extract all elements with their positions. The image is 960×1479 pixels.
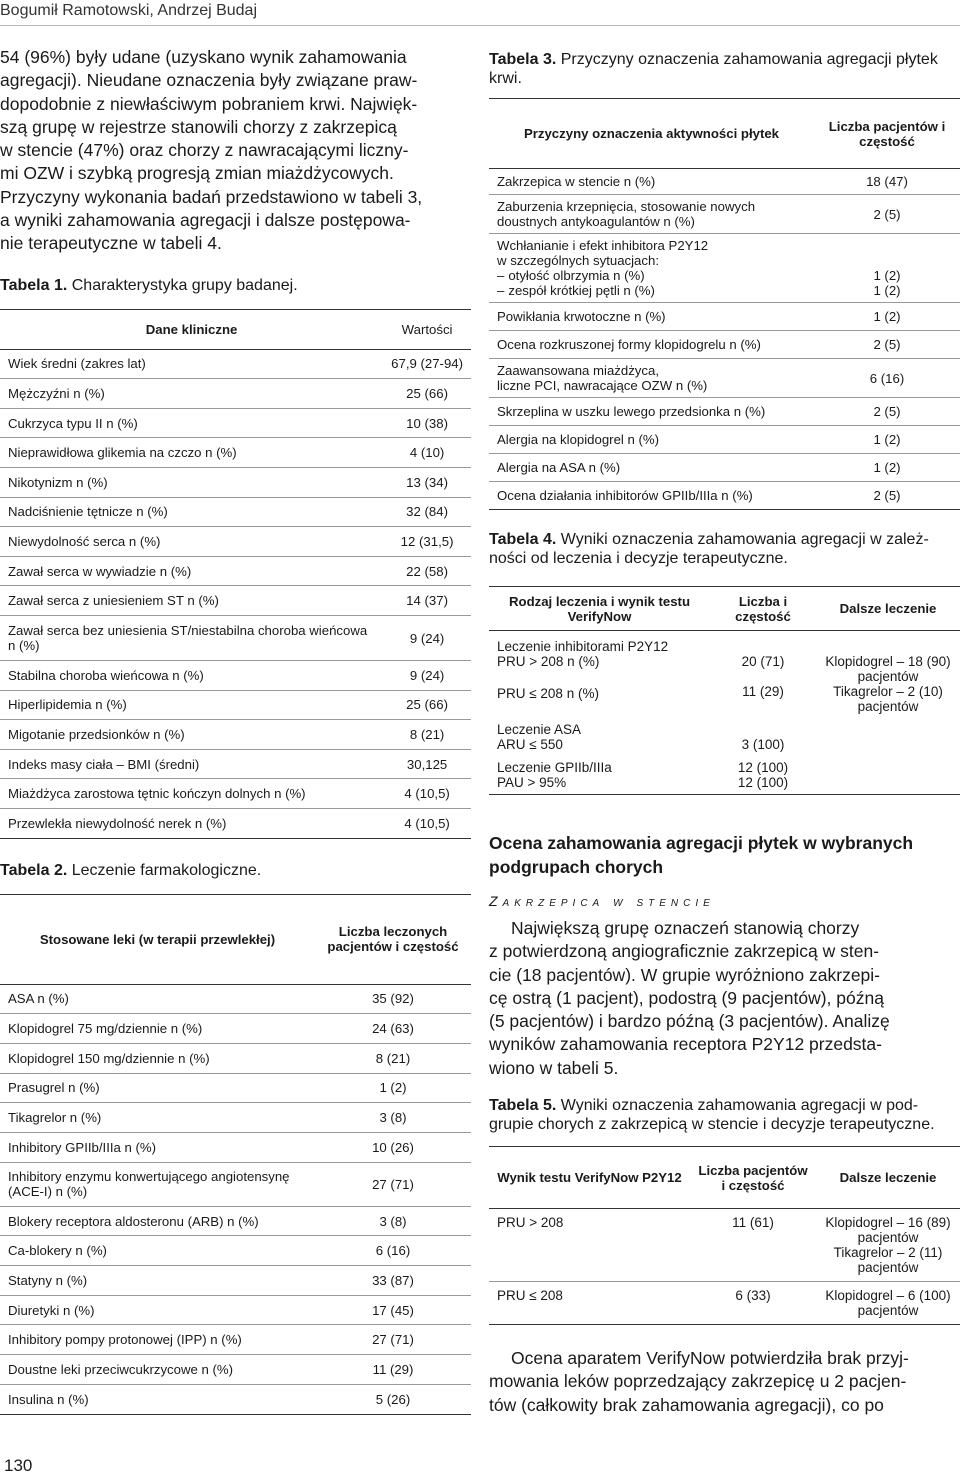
table5-header-next: Dalsze leczenie: [839, 1170, 937, 1186]
table2-value-cell: 6 (16): [315, 1236, 471, 1266]
paragraph-line: cę ostrą (1 pacjent), podostrą (9 pacjentów), późną: [489, 987, 884, 1008]
left-column: [0, 46, 471, 1415]
table3-cell-line: Zaburzenia krzepnięcia, stosowanie nowych: [497, 199, 756, 214]
table1-label-cell: Niewydolność serca n (%): [0, 527, 383, 557]
table4-caption: [489, 530, 960, 568]
table-row: [0, 984, 471, 1014]
table3-header-count: Liczba pacjentów i częstość: [828, 118, 946, 149]
paragraph-line: szą grupę w rejestrze stanowili chorzy z zakrzepicą: [0, 116, 397, 137]
table3-cell: [489, 234, 814, 303]
table3-cell: Powikłania krwotoczne n (%): [489, 303, 814, 331]
table1: [0, 309, 471, 839]
table-row: [0, 1133, 471, 1163]
paragraph-line: mowania leków poprzedzający zakrzepicę u 2 pacjen-: [489, 1371, 907, 1392]
table1-label-cell: Indeks masy ciała – BMI (średni): [0, 749, 383, 779]
table-row: [0, 1162, 471, 1206]
table-row: [0, 779, 471, 809]
table-row: [0, 586, 471, 616]
table4-group-cell: [489, 718, 710, 756]
table2-value-cell: 24 (63): [315, 1014, 471, 1044]
table4: [489, 586, 960, 795]
table5-label: Tabela 5.: [489, 1097, 557, 1115]
table4-group-title: Leczenie inhibitorami P2Y12: [497, 639, 669, 654]
table1-value-cell: 9 (24): [383, 616, 471, 661]
table1-value-cell: 32 (84): [383, 497, 471, 527]
table4-group-title: Leczenie GPIIb/IIIa: [497, 760, 612, 775]
paragraph-line: Przyczyny wykonania badań przedstawiono w tabeli 3,: [0, 186, 423, 207]
table2-label-cell: ASA n (%): [0, 984, 315, 1014]
running-header: Bogumił Ramotowski, Andrzej Budaj: [0, 2, 258, 19]
table4-result: PRU ≤ 208 n (%): [497, 686, 599, 701]
table3-value: [814, 234, 960, 303]
table-row: [0, 616, 471, 661]
table2-value-cell: 3 (8): [315, 1103, 471, 1133]
table5-result: PRU ≤ 208: [489, 1282, 690, 1325]
table-row: [0, 468, 471, 498]
table5-header-result: Wynik testu VerifyNow P2Y12: [497, 1170, 682, 1186]
table4-header-count: Liczba i częstość: [735, 593, 791, 624]
table-row: [0, 556, 471, 586]
table5-next-line: Klopidogrel – 6 (100): [825, 1288, 951, 1304]
table3-value: 18 (47): [814, 169, 960, 195]
table5-header-count: Liczba pacjentów i częstość: [698, 1162, 808, 1193]
table1-value-cell: 14 (37): [383, 586, 471, 616]
table1-label-cell: Zawał serca bez uniesienia ST/niestabilna choroba wieńcowa n (%): [0, 616, 383, 661]
table-row: [489, 631, 960, 719]
table-row: [489, 718, 960, 756]
table-row: [489, 234, 960, 303]
table5-result: PRU > 208: [489, 1209, 690, 1282]
table-row: [0, 690, 471, 720]
table2-value-cell: 5 (26): [315, 1384, 471, 1414]
table-row: [0, 349, 471, 379]
table2-label-cell: Blokery receptora aldosteronu (ARB) n (%): [0, 1206, 315, 1236]
table2-label-cell: Prasugrel n (%): [0, 1073, 315, 1103]
table5-next-line: pacjentów: [857, 1260, 919, 1276]
table4-next-line: Klopidogrel – 18 (90): [825, 654, 951, 669]
header-divider: [0, 25, 960, 26]
table-row: [489, 398, 960, 426]
table1-value-cell: 13 (34): [383, 468, 471, 498]
table5-count: 6 (33): [690, 1282, 816, 1325]
table4-next-line: pacjentów: [857, 669, 919, 684]
table5-caption: [489, 1096, 960, 1134]
final-paragraph: [489, 1347, 960, 1417]
table-row: [489, 756, 960, 795]
table-row: [0, 1325, 471, 1355]
table-row: [489, 359, 960, 398]
table1-header-values: Wartości: [401, 321, 453, 337]
table2-value-cell: 27 (71): [315, 1325, 471, 1355]
table3-cell: [489, 359, 814, 398]
table2-value-cell: 33 (87): [315, 1266, 471, 1296]
table4-count: 20 (71): [741, 654, 785, 669]
table-row: [0, 408, 471, 438]
table1-label-cell: Nikotynizm n (%): [0, 468, 383, 498]
paragraph-line: mi OZW i szybką progresją zmian miażdżycowych.: [0, 163, 394, 184]
table3-value: 1 (2): [814, 454, 960, 482]
table1-label-cell: Nadciśnienie tętnicze n (%): [0, 497, 383, 527]
table1-label-cell: Migotanie przedsionków n (%): [0, 720, 383, 750]
table2-value-cell: 27 (71): [315, 1162, 471, 1206]
table3-subitem: otyłość olbrzymia n (%): [508, 268, 645, 283]
stent-paragraph: [489, 917, 960, 1080]
table5-next-line: Klopidogrel – 16 (89): [825, 1215, 951, 1231]
table3-subitem: zespół krótkiej pętli n (%): [508, 283, 655, 298]
table-row: [489, 195, 960, 234]
table-row: [0, 527, 471, 557]
table2-label-cell: Klopidogrel 75 mg/dziennie n (%): [0, 1014, 315, 1044]
table5-title-line: Wyniki oznaczenia zahamowania agregacji w pod-: [560, 1097, 919, 1115]
table2-label-cell: Inhibitory GPIIb/IIIa n (%): [0, 1133, 315, 1163]
table-row: [0, 1014, 471, 1044]
table-row: [0, 1384, 471, 1414]
page-number: 130: [4, 1456, 33, 1475]
table1-label: Tabela 1.: [0, 276, 68, 294]
table-row: [0, 1073, 471, 1103]
table4-result: PRU > 208 n (%): [497, 654, 600, 669]
table1-label-cell: Zawał serca w wywiadzie n (%): [0, 556, 383, 586]
table3-cell-line: doustnych antykoagulantów n (%): [497, 214, 695, 229]
table-row: [489, 426, 960, 454]
table-row: [0, 1295, 471, 1325]
table1-label-cell: Nieprawidłowa glikemia na czczo n (%): [0, 438, 383, 468]
table2-value-cell: 1 (2): [315, 1073, 471, 1103]
table-row: [0, 1043, 471, 1073]
paragraph-line: w stencie (47%) oraz chorzy z nawracającymi liczny-: [0, 140, 409, 161]
table1-value-cell: 10 (38): [383, 408, 471, 438]
table3-value: 2 (5): [814, 398, 960, 426]
table1-label-cell: Hiperlipidemia n (%): [0, 690, 383, 720]
table-row: [0, 1236, 471, 1266]
table2-label-cell: Inhibitory enzymu konwertującego angiotensynę (ACE-I) n (%): [0, 1162, 315, 1206]
table1-label-cell: Miażdżyca zarostowa tętnic kończyn dolnych n (%): [0, 779, 383, 809]
table2-label-cell: Ca-blokery n (%): [0, 1236, 315, 1266]
table4-count-cell: [710, 756, 816, 795]
table1-value-cell: 8 (21): [383, 720, 471, 750]
table5-count: 11 (61): [690, 1209, 816, 1282]
table3-value: 2 (5): [814, 195, 960, 234]
table2-value-cell: 35 (92): [315, 984, 471, 1014]
table-row: [0, 661, 471, 691]
table1-label-cell: Wiek średni (zakres lat): [0, 349, 383, 379]
table2-label: Tabela 2.: [0, 861, 68, 879]
table2-label-cell: Tikagrelor n (%): [0, 1103, 315, 1133]
table4-title-line: ności od leczenia i decyzje terapeutyczne.: [489, 550, 788, 567]
table2: [0, 894, 471, 1415]
table2-value-cell: 17 (45): [315, 1295, 471, 1325]
paragraph-line: cie (18 pacjentów). W grupie wyróżniono zakrzepi-: [489, 964, 880, 985]
table5-next-line: pacjentów: [857, 1230, 919, 1246]
table5-next-line: Tikagrelor – 2 (11): [833, 1245, 943, 1261]
table4-count: 3 (100): [741, 737, 785, 752]
table2-label-cell: Diuretyki n (%): [0, 1295, 315, 1325]
table2-title: Leczenie farmakologiczne.: [71, 861, 262, 879]
table2-value-cell: 8 (21): [315, 1043, 471, 1073]
table1-label-cell: Cukrzyca typu II n (%): [0, 408, 383, 438]
table3-cell: [489, 195, 814, 234]
intro-paragraph: [0, 46, 471, 256]
table-row: [0, 808, 471, 838]
table4-next-line: pacjentów: [857, 699, 919, 714]
table4-label: Tabela 4.: [489, 531, 557, 548]
table-row: [0, 1103, 471, 1133]
table3-cell: Alergia na klopidogrel n (%): [489, 426, 814, 454]
table2-label-cell: Statyny n (%): [0, 1266, 315, 1296]
table3-cell: Ocena rozkruszonej formy klopidogrelu n (%): [489, 331, 814, 359]
paragraph-line: 54 (96%) były udane (uzyskano wynik zahamowania: [0, 47, 407, 67]
paragraph-line: tów (całkowity brak zahamowania agregacji), co po: [489, 1394, 884, 1415]
table1-value-cell: 9 (24): [383, 661, 471, 691]
table3: [489, 98, 960, 510]
paragraph-line: wyników zahamowania receptora P2Y12 przedsta-: [489, 1034, 882, 1055]
paragraph-line: z potwierdzoną angiograficznie zakrzepicą w sten-: [489, 941, 880, 962]
table-row: [489, 482, 960, 510]
table-row: [0, 438, 471, 468]
table3-cell-line: liczne PCI, nawracające OZW n (%): [497, 378, 708, 393]
table4-group-cell: [489, 756, 710, 795]
table1-value-cell: 4 (10,5): [383, 808, 471, 838]
table1-value-cell: 25 (66): [383, 379, 471, 409]
table-row: [489, 331, 960, 359]
table5-next-line: pacjentów: [857, 1303, 919, 1319]
table3-cell-line: [497, 268, 806, 283]
table2-value-cell: 3 (8): [315, 1206, 471, 1236]
table-row: [0, 1206, 471, 1236]
table4-header-next: Dalsze leczenie: [839, 601, 937, 616]
table-row: [489, 169, 960, 195]
table4-result: ARU ≤ 550: [497, 737, 563, 752]
subsection-heading: Zakrzepica w stencie: [489, 893, 715, 909]
table3-title: Przyczyny oznaczenia zahamowania agregacji płytek krwi.: [489, 51, 938, 87]
dash-glyph: –: [497, 268, 505, 283]
table5-next-cell: [816, 1282, 960, 1325]
table1-value-cell: 12 (31,5): [383, 527, 471, 557]
table4-next-cell: [816, 631, 960, 719]
table4-count-cell: [710, 718, 816, 756]
table1-label-cell: Zawał serca z uniesieniem ST n (%): [0, 586, 383, 616]
table1-value-cell: 22 (58): [383, 556, 471, 586]
table3-cell-line: [497, 283, 806, 298]
table4-next-cell: [816, 718, 960, 756]
table-row: [489, 303, 960, 331]
table2-value-cell: 10 (26): [315, 1133, 471, 1163]
table2-label-cell: Doustne leki przeciwcukrzycowe n (%): [0, 1355, 315, 1385]
table4-result: PAU > 95%: [497, 775, 567, 790]
paragraph-line: agregacji). Nieudane oznaczenia były związane praw-: [0, 70, 418, 91]
table3-cell-line: Zaawansowana miażdżyca,: [497, 363, 659, 378]
table3-cell-line: Wchłanianie i efekt inhibitora P2Y12: [497, 238, 709, 253]
table3-header-reasons: Przyczyny oznaczenia aktywności płytek: [523, 126, 780, 141]
table5: [489, 1146, 960, 1325]
paragraph-line: Największą grupę oznaczeń stanowią chorzy: [511, 918, 860, 938]
table3-cell: Alergia na ASA n (%): [489, 454, 814, 482]
table3-value: 6 (16): [814, 359, 960, 398]
dash-glyph: –: [497, 283, 505, 298]
table-row: [0, 497, 471, 527]
right-column: [489, 50, 960, 1417]
paragraph-line: (5 pacjentów) i bardzo późną (3 pacjentów). Analizę: [489, 1011, 890, 1032]
table4-next-cell: [816, 756, 960, 795]
table-row: [0, 1266, 471, 1296]
paragraph-line: nie terapeutyczne w tabeli 4.: [0, 233, 222, 254]
table2-header-drugs: Stosowane leki (w terapii przewlekłej): [39, 931, 276, 947]
table3-value: 1 (2): [814, 303, 960, 331]
table4-count: 11 (29): [742, 684, 784, 699]
table3-cell: Zakrzepica w stencie n (%): [489, 169, 814, 195]
table3-subvalue: 1 (2): [873, 268, 901, 283]
table-row: [0, 1355, 471, 1385]
table1-header-clinical: Dane kliniczne: [145, 321, 238, 337]
table3-caption: [489, 50, 960, 88]
table3-value: 2 (5): [814, 331, 960, 359]
table1-value-cell: 4 (10,5): [383, 779, 471, 809]
table3-value: 1 (2): [814, 426, 960, 454]
table4-count-cell: [710, 631, 816, 719]
table1-caption: [0, 276, 471, 295]
table4-header-treatment: Rodzaj leczenia i wynik testu VerifyNow: [508, 593, 690, 624]
table4-count: 12 (100): [737, 760, 789, 775]
table2-caption: [0, 861, 471, 880]
table5-title-line: grupie chorych z zakrzepicą w stencie i decyzje terapeutyczne.: [489, 1116, 935, 1134]
table3-label: Tabela 3.: [489, 51, 557, 68]
table2-label-cell: Insulina n (%): [0, 1384, 315, 1414]
table1-value-cell: 67,9 (27-94): [383, 349, 471, 379]
table3-cell: Skrzeplina w uszku lewego przedsionka n (%): [489, 398, 814, 426]
table2-label-cell: Klopidogrel 150 mg/dziennie n (%): [0, 1043, 315, 1073]
table1-value-cell: 30,125: [383, 749, 471, 779]
table3-subvalue: 1 (2): [873, 283, 901, 298]
table-row: [489, 1209, 960, 1282]
table2-label-cell: Inhibitory pompy protonowej (IPP) n (%): [0, 1325, 315, 1355]
paragraph-line: wiono w tabeli 5.: [489, 1057, 619, 1078]
table3-value: 2 (5): [814, 482, 960, 510]
table2-value-cell: 11 (29): [315, 1355, 471, 1385]
table1-title: Charakterystyka grupy badanej.: [71, 276, 298, 294]
table1-label-cell: Stabilna choroba wieńcowa n (%): [0, 661, 383, 691]
table1-label-cell: Mężczyźni n (%): [0, 379, 383, 409]
table3-cell: Ocena działania inhibitorów GPIIb/IIIa n (%): [489, 482, 814, 510]
table1-label-cell: Przewlekła niewydolność nerek n (%): [0, 808, 383, 838]
paragraph-line: Ocena aparatem VerifyNow potwierdziła brak przyj-: [511, 1348, 909, 1369]
table4-count: 12 (100): [737, 775, 789, 790]
paragraph-line: a wyniki zahamowania agregacji i dalsze postępowa-: [0, 210, 411, 231]
table2-header-count: Liczba leczonych pacjentów i częstość: [327, 924, 459, 955]
table1-value-cell: 4 (10): [383, 438, 471, 468]
table-row: [489, 1282, 960, 1325]
table-row: [489, 454, 960, 482]
table-row: [0, 379, 471, 409]
table3-cell-line: w szczególnych sytuacjach:: [497, 253, 659, 268]
table1-value-cell: 25 (66): [383, 690, 471, 720]
table5-next-cell: [816, 1209, 960, 1282]
section-heading: Ocena zahamowania agregacji płytek w wybranych podgrupach chorych: [489, 833, 914, 877]
table4-title-line: Wyniki oznaczenia zahamowania agregacji w zależ-: [560, 531, 929, 548]
table4-group-title: Leczenie ASA: [497, 722, 582, 737]
table-row: [0, 720, 471, 750]
paragraph-line: dopodobnie z niewłaściwym pobraniem krwi. Najwięk-: [0, 93, 418, 114]
table-row: [0, 749, 471, 779]
table4-next-line: Tikagrelor – 2 (10): [833, 684, 943, 699]
table4-group-cell: [489, 631, 710, 719]
